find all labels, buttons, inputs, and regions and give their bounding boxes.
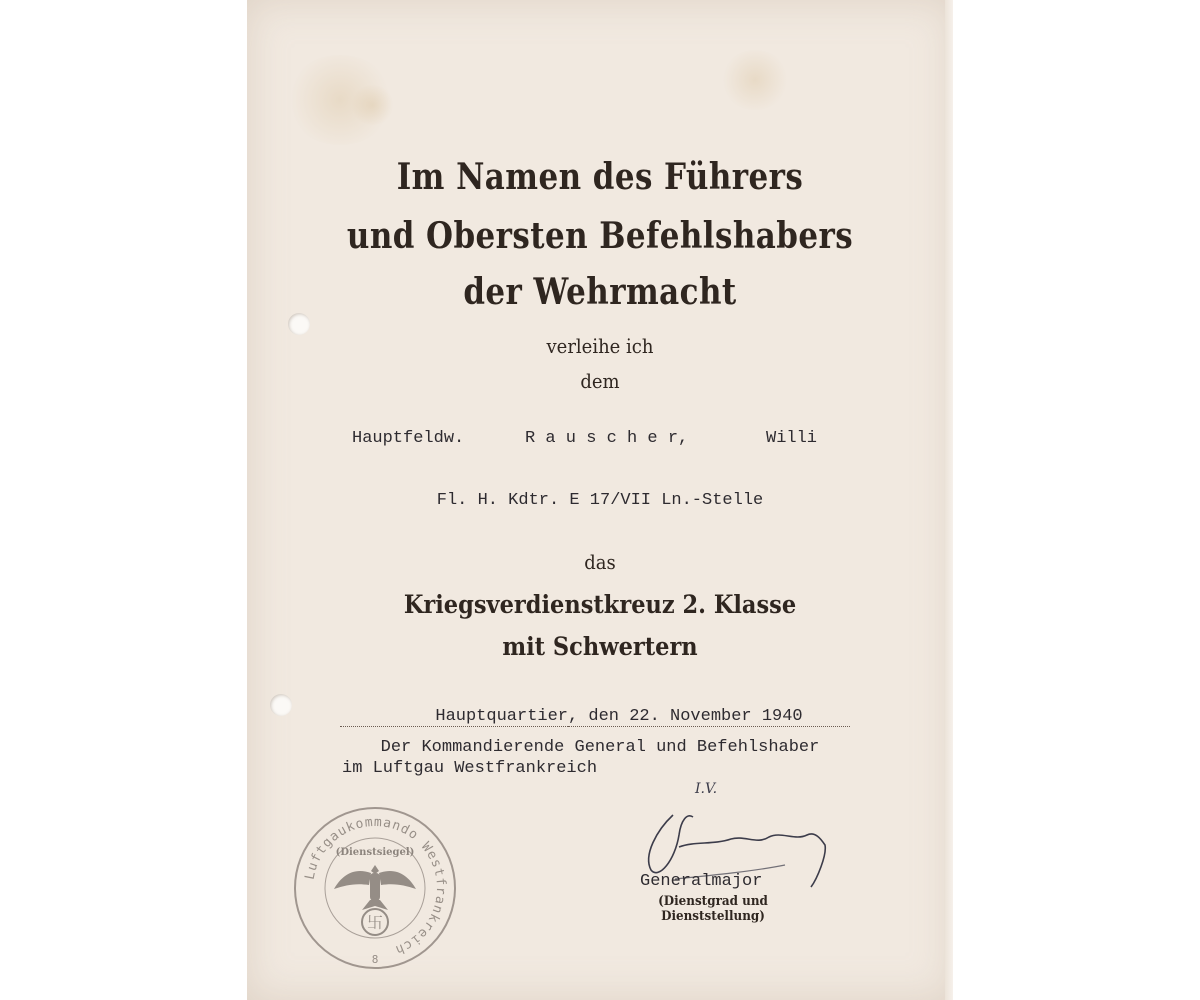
date-field: , den 22. November 1940 [568, 707, 850, 727]
signature-stroke [649, 815, 693, 873]
rank-caption: (Dienstgrad und Dienststellung) [658, 894, 768, 924]
place-field: Hauptquartier [340, 707, 568, 727]
punch-hole [270, 694, 292, 716]
paper-stain [350, 85, 395, 125]
punch-hole [288, 313, 310, 335]
heading-line-2: und Obersten Befehlshabers [346, 215, 854, 257]
signatory-rank: Generalmajor [640, 872, 763, 891]
recipient-firstname: Willi [766, 429, 818, 448]
issuer-line-2: im Luftgau Westfrankreich [342, 759, 598, 778]
place-date-line [340, 707, 850, 731]
award-name-line-1: Kriegsverdienstkreuz 2. Klasse [403, 590, 797, 619]
award-das: das [584, 550, 616, 574]
paper-stain [720, 50, 790, 110]
signature-prefix: I.V. [695, 781, 718, 797]
heading-line-3: der Wehrmacht [463, 271, 737, 313]
heading-line-1: Im Namen des Führers [396, 156, 804, 198]
grant-verb: verleihe ich [546, 334, 654, 358]
award-name-line-2: mit Schwertern [502, 632, 698, 661]
seal-ring-text: Luftgaukommando Westfrankreich [302, 814, 449, 958]
recipient-surname: R a u s c h e r, [525, 429, 689, 448]
grant-dem: dem [580, 369, 620, 393]
official-seal [292, 805, 458, 971]
seal-number: 8 [371, 953, 379, 966]
eagle-icon [334, 865, 416, 910]
seal-label: (Dienstsiegel) [335, 847, 415, 858]
issuer-line-1: Der Kommandierende General und Befehlshaber [380, 738, 820, 757]
recipient-rank: Hauptfeldw. [352, 429, 465, 448]
recipient-unit: Fl. H. Kdtr. E 17/VII Ln.-Stelle [436, 491, 764, 510]
swastika-icon: 卐 [366, 913, 384, 932]
